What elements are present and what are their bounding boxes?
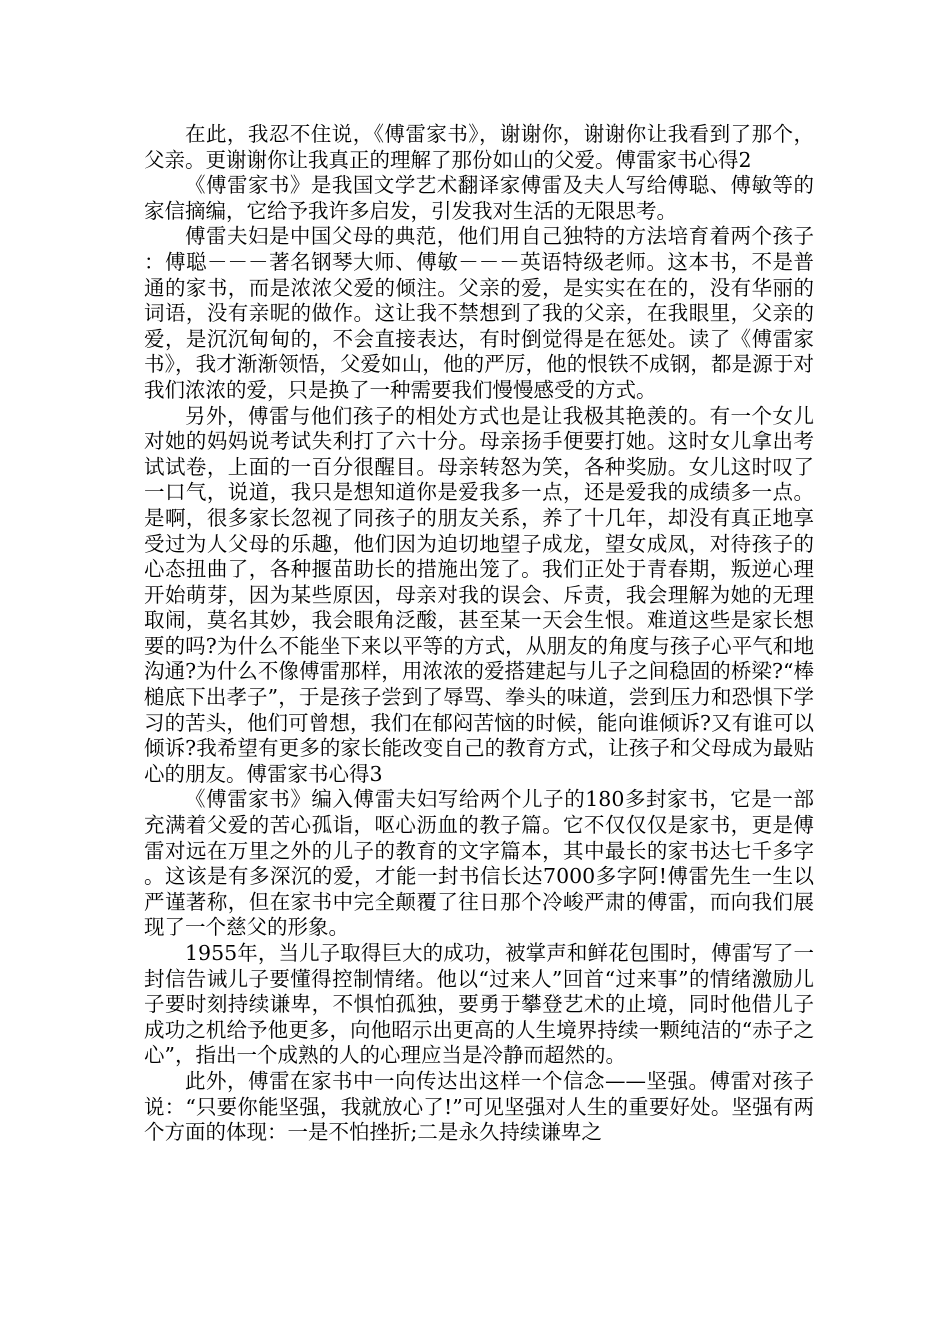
paragraph-1: 在此，我忍不住说，《傅雷家书》，谢谢你，谢谢你让我看到了那个，父亲。更谢谢你让我真正的理解了那份如山的父爱。傅雷家书心得2 xyxy=(144,122,814,172)
paragraph-4: 另外，傅雷与他们孩子的相处方式也是让我极其艳羡的。有一个女儿对她的妈妈说考试失利打了六十分。母亲扬手便要打她。这时女儿拿出考试试卷，上面的一百分很醒目。母亲转怒为笑，各种奖励。女儿这时叹了一口气，说道，我只是想知道你是爱我多一点，还是爱我的成绩多一点。是啊，很多家长忽视了同孩子的朋友关系，养了十几年，却没有真正地享受过为人父母的乐趣，他们因为迫切地望子成龙，望女成凤，对待孩子的心态扭曲了，各种揠苗助长的措施出笼了。我们正处于青春期，叛逆心理开始萌芽，因为某些原因，母亲对我的误会、斥责，我会理解为她的无理取闹，莫名其妙，我会眼角泛酸，甚至某一天会生恨。难道这些是家长想要的吗?为什么不能坐下来以平等的方式，从朋友的角度与孩子心平气和地沟通?为什么不像傅雷那样，用浓浓的爱搭建起与儿子之间稳固的桥梁?“棒槌底下出孝子”，于是孩子尝到了辱骂、拳头的味道，尝到压力和恐惧下学习的苦头，他们可曾想，我们在郁闷苦恼的时候，能向谁倾诉?又有谁可以倾诉?我希望有更多的家长能改变自己的教育方式，让孩子和父母成为最贴心的朋友。傅雷家书心得3 xyxy=(144,403,814,786)
paragraph-7: 此外，傅雷在家书中一向传达出这样一个信念——坚强。傅雷对孩子说：“只要你能坚强，我就放心了!”可见坚强对人生的重要好处。坚强有两个方面的体现：一是不怕挫折;二是永久持续谦卑之 xyxy=(144,1068,814,1145)
paragraph-2: 《傅雷家书》是我国文学艺术翻译家傅雷及夫人写给傅聪、傅敏等的家信摘编，它给予我许多启发，引发我对生活的无限思考。 xyxy=(144,173,814,223)
paragraph-5: 《傅雷家书》编入傅雷夫妇写给两个儿子的180多封家书，它是一部充满着父爱的苦心孤诣，呕心沥血的教子篇。它不仅仅仅是家书，更是傅雷对远在万里之外的儿子的教育的文字篇本，其中最长的家书达七千多字。这该是有多深沉的爱，才能一封书信长达7000多字阿!傅雷先生一生以严谨著称，但在家书中完全颠覆了往日那个冷峻严肃的傅雷，而向我们展现了一个慈父的形象。 xyxy=(144,787,814,940)
paragraph-6: 1955年，当儿子取得巨大的成功，被掌声和鲜花包围时，傅雷写了一封信告诫儿子要懂得控制情绪。他以“过来人”回首“过来事”的情绪激励儿子要时刻持续谦卑，不惧怕孤独，要勇于攀登艺术的止境，同时他借儿子成功之机给予他更多，向他昭示出更高的人生境界持续一颗纯洁的“赤子之心”，指出一个成熟的人的心理应当是冷静而超然的。 xyxy=(144,941,814,1068)
paragraph-3: 傅雷夫妇是中国父母的典范，他们用自己独特的方法培育着两个孩子：傅聪－－－著名钢琴大师、傅敏－－－英语特级老师。这本书，不是普通的家书，而是浓浓父爱的倾注。父亲的爱，是实实在在的，没有华丽的词语，没有亲昵的做作。这让我不禁想到了我的父亲，在我眼里，父亲的爱，是沉沉甸甸的，不会直接表达，有时倒觉得是在惩处。读了《傅雷家书》，我才渐渐领悟，父爱如山，他的严厉，他的恨铁不成钢，都是源于对我们浓浓的爱，只是换了一种需要我们慢慢感受的方式。 xyxy=(144,224,814,402)
document-body xyxy=(144,122,814,1146)
